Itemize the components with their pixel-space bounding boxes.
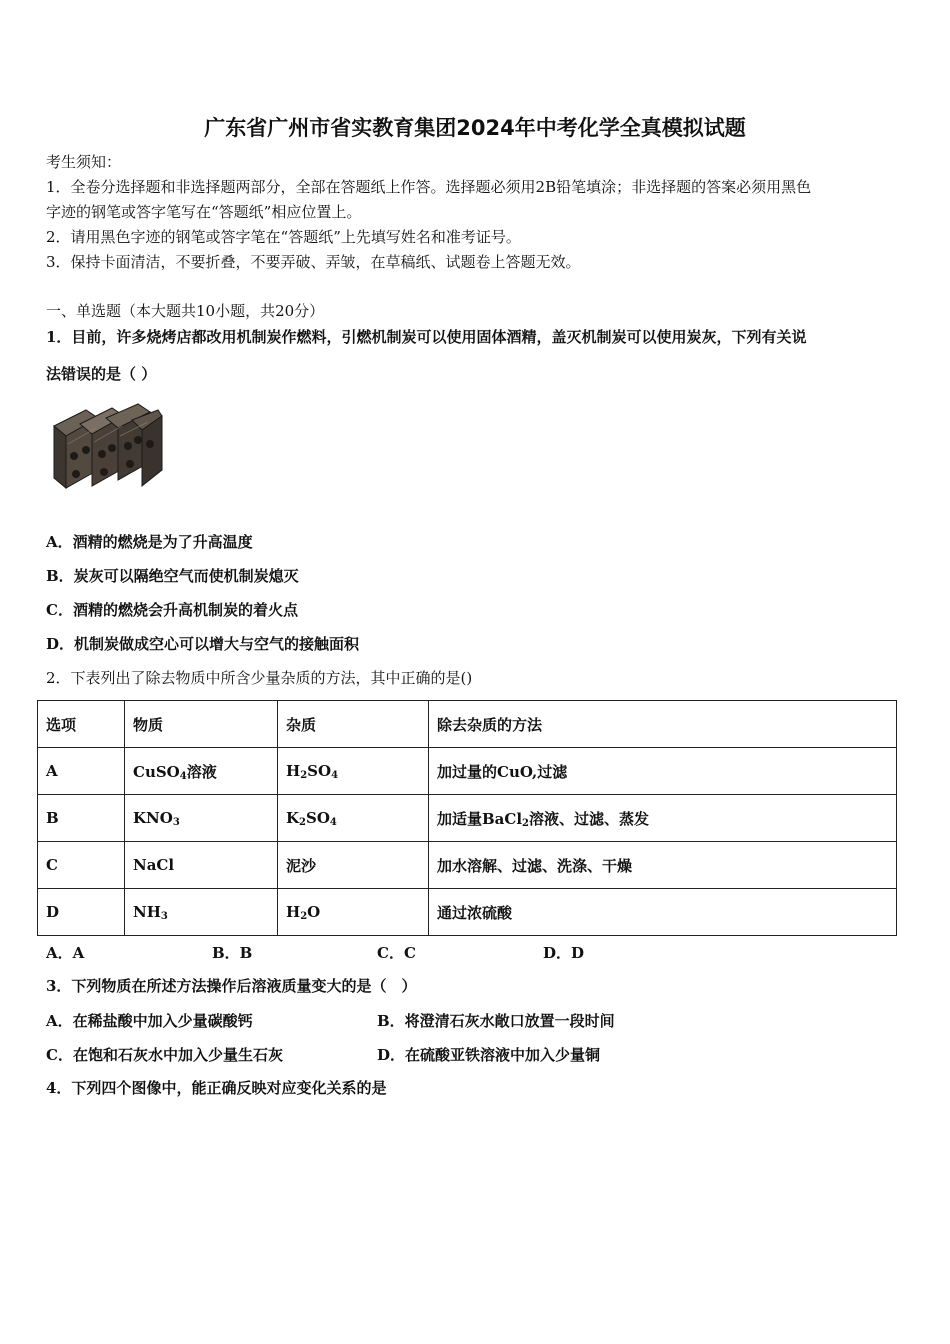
table-cell: 加过量的CuO,过滤 xyxy=(429,748,897,795)
table-row xyxy=(38,889,897,936)
q1-stem-cont: 法错误的是（ ） xyxy=(46,365,157,383)
table-cell: CuSO$_4$溶液 xyxy=(125,748,278,795)
q1-stem: 1．目前，许多烧烤店都改用机制炭作燃料，引燃机制炭可以使用固体酒精，盖灭机制炭可以使用炭灰，下列有关说 xyxy=(46,328,807,346)
table-header: 杂质 xyxy=(278,701,429,748)
q4-stem: 4．下列四个图像中，能正确反映对应变化关系的是 xyxy=(46,1079,387,1097)
q3-option-c[interactable]: C．在饱和石灰水中加入少量生石灰 xyxy=(46,1046,283,1064)
table-cell: 泥沙 xyxy=(278,842,429,889)
q3-option-d[interactable]: D．在硫酸亚铁溶液中加入少量铜 xyxy=(377,1046,601,1064)
table-cell: B xyxy=(38,795,125,842)
table-cell: $H_2SO_4$ xyxy=(278,748,429,795)
notice-item: 1．全卷分选择题和非选择题两部分，全部在答题纸上作答。选择题必须用2B铅笔填涂；非选择题的答案必须用黑色 xyxy=(46,178,812,196)
page-title: 广东省广州市省实教育集团2024年中考化学全真模拟试题 xyxy=(204,116,746,140)
notice-item: 2．请用黑色字迹的钢笔或答字笔在“答题纸”上先填写姓名和准考证号。 xyxy=(46,228,521,246)
table-cell: $KNO_3$ xyxy=(125,795,278,842)
table-cell: 通过浓硫酸 xyxy=(429,889,897,936)
q3-option-b[interactable]: B．将澄清石灰水敞口放置一段时间 xyxy=(377,1012,615,1030)
table-cell: C xyxy=(38,842,125,889)
table-header: 除去杂质的方法 xyxy=(429,701,897,748)
table-cell: 加水溶解、过滤、洗涤、干燥 xyxy=(429,842,897,889)
table-cell: $NH_3$ xyxy=(125,889,278,936)
notice-heading: 考生须知： xyxy=(46,153,122,171)
table-cell: $K_2SO_4$ xyxy=(278,795,429,842)
table-header-row xyxy=(38,701,897,748)
q1-option-a[interactable]: A．酒精的燃烧是为了升高温度 xyxy=(46,533,253,551)
q1-option-d[interactable]: D．机制炭做成空心可以增大与空气的接触面积 xyxy=(46,635,360,653)
table-cell: $H_2O$ xyxy=(278,889,429,936)
q1-option-b[interactable]: B．炭灰可以隔绝空气而使机制炭熄灭 xyxy=(46,567,299,585)
table-cell: A xyxy=(38,748,125,795)
q2-option-c[interactable]: C．C xyxy=(377,944,416,962)
q2-table xyxy=(37,700,897,936)
q2-stem: 2．下表列出了除去物质中所含少量杂质的方法，其中正确的是() xyxy=(46,669,473,687)
table-cell: 加适量BaCl$_2$溶液、过滤、蒸发 xyxy=(429,795,897,842)
notice-item: 3．保持卡面清洁，不要折叠，不要弄破、弄皱，在草稿纸、试题卷上答题无效。 xyxy=(46,253,581,271)
table-row xyxy=(38,842,897,889)
charcoal-briquettes-photo xyxy=(46,396,164,500)
table-cell: NaCl xyxy=(125,842,278,889)
q2-option-a[interactable]: A．A xyxy=(46,944,85,962)
table-row xyxy=(38,795,897,842)
table-header: 物质 xyxy=(125,701,278,748)
q3-option-a[interactable]: A．在稀盐酸中加入少量碳酸钙 xyxy=(46,1012,253,1030)
q3-stem: 3．下列物质在所述方法操作后溶液质量变大的是（ ） xyxy=(46,977,417,995)
q2-option-d[interactable]: D．D xyxy=(543,944,585,962)
notice-item: 字迹的钢笔或答字笔写在“答题纸”相应位置上。 xyxy=(46,203,362,221)
table-row xyxy=(38,748,897,795)
table-cell: D xyxy=(38,889,125,936)
table-header: 选项 xyxy=(38,701,125,748)
q2-option-b[interactable]: B．B xyxy=(212,944,253,962)
q1-option-c[interactable]: C．酒精的燃烧会升高机制炭的着火点 xyxy=(46,601,298,619)
section-heading: 一、单选题（本大题共10小题，共20分） xyxy=(46,302,325,320)
